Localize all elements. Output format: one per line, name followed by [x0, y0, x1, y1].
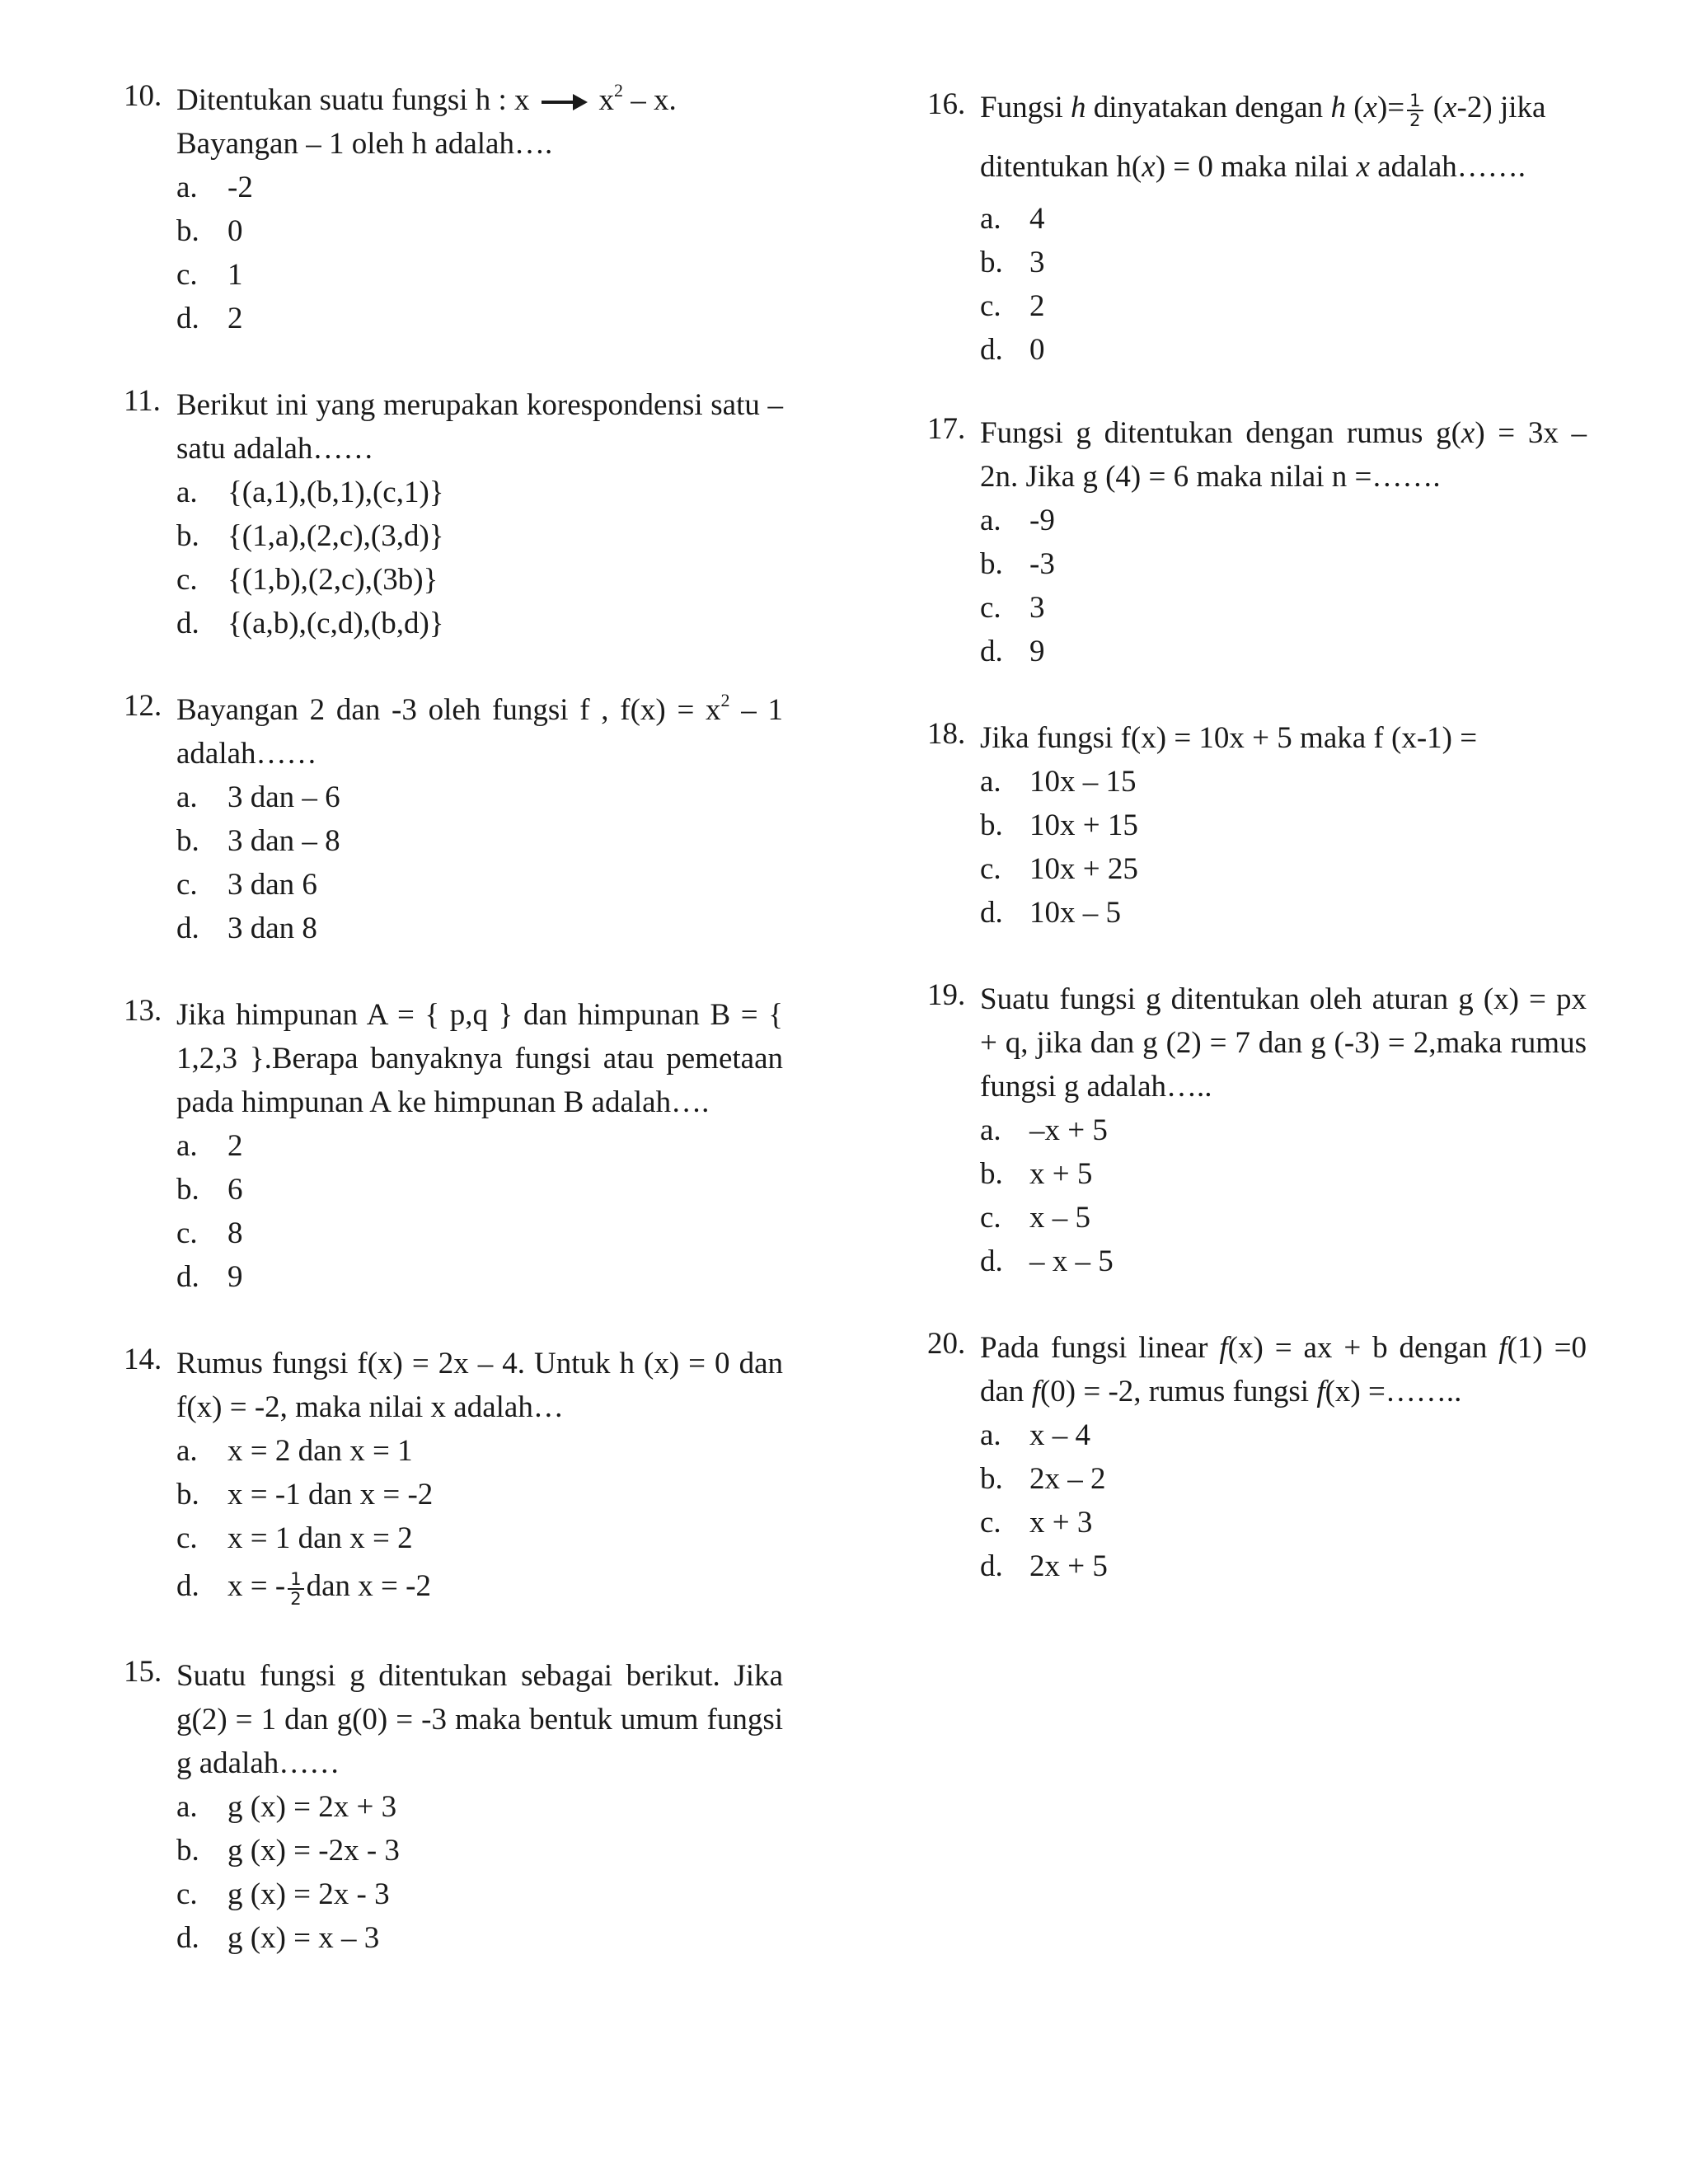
question-19	[927, 977, 1587, 1283]
option-c: c. 10x + 25	[980, 852, 1138, 886]
question-number: 12.	[124, 689, 162, 723]
question-number: 17.	[927, 412, 966, 446]
option-c: c. x – 5	[980, 1201, 1090, 1235]
arrow-right-icon	[540, 91, 589, 113]
option-b: b. 6	[176, 1173, 243, 1207]
question-12	[124, 688, 783, 950]
option-a: a. x – 4	[980, 1418, 1090, 1452]
option-a: a. -2	[176, 171, 253, 204]
question-stem: Suatu fungsi g ditentukan sebagai berikut. Jika g(2) = 1 dan g(0) = -3 maka bentuk umum fungsi g adalah……	[176, 1659, 783, 1780]
option-b: b. x = -1 dan x = -2	[176, 1478, 434, 1511]
option-d: d. 9	[176, 1260, 243, 1294]
option-d: d. 0	[980, 333, 1045, 367]
option-a: a. -9	[980, 504, 1055, 537]
option-a: a. 10x – 15	[980, 765, 1137, 799]
option-b: b. 2x – 2	[980, 1462, 1106, 1496]
option-b: b. 10x + 15	[980, 808, 1138, 842]
option-a: a. {(a,1),(b,1),(c,1)}	[176, 476, 444, 509]
option-d: d. 2	[176, 302, 243, 335]
question-13	[124, 993, 783, 1299]
option-d: d. g (x) = x – 3	[176, 1921, 380, 1955]
option-c: c. {(1,b),(2,c),(3b)}	[176, 563, 438, 597]
question-number: 16.	[927, 87, 966, 121]
option-d: d. – x – 5	[980, 1244, 1114, 1278]
option-b: b. x + 5	[980, 1157, 1093, 1191]
option-d: d. 9	[980, 635, 1045, 668]
option-c: c. x = 1 dan x = 2	[176, 1521, 413, 1555]
question-stem: Ditentukan suatu fungsi h : x $x^2$ – x. Bayangan – 1 oleh h adalah….	[176, 80, 677, 161]
option-b: b. -3	[980, 547, 1055, 581]
option-c: c. 8	[176, 1216, 243, 1250]
option-b: b. 3 dan – 8	[176, 824, 340, 858]
question-18	[927, 716, 1587, 935]
option-c: c. g (x) = 2x - 3	[176, 1877, 390, 1911]
question-number: 13.	[124, 994, 162, 1028]
option-a: a. 2	[176, 1129, 243, 1163]
fraction: $\frac{1}{2}$	[288, 1570, 303, 1608]
option-d: d. 10x – 5	[980, 896, 1121, 930]
question-stem: Rumus fungsi f(x) = 2x – 4. Untuk h (x) = 0 dan f(x) = -2, maka nilai x adalah…	[176, 1347, 783, 1424]
option-d: d. 3 dan 8	[176, 912, 317, 945]
option-c: c. 3	[980, 591, 1045, 625]
question-15	[124, 1654, 783, 1960]
question-number: 10.	[124, 79, 162, 113]
option-d: d. x = - $\frac{1}{2}$ dan x = -2	[176, 1568, 431, 1609]
option-c: c. 2	[980, 289, 1045, 323]
option-b: b. 3	[980, 246, 1045, 279]
option-d: d. {(a,b),(c,d),(b,d)}	[176, 607, 444, 640]
question-stem: Suatu fungsi g ditentukan oleh aturan g (x) = px + q, jika dan g (2) = 7 dan g (-3) = 2,maka rumus fungsi g adalah…..	[980, 982, 1587, 1104]
question-number: 18.	[927, 717, 966, 751]
question-14	[124, 1342, 783, 1613]
option-a: a. 4	[980, 202, 1045, 236]
question-stem: Fungsi g ditentukan dengan rumus g(x) = 3x – 2n. Jika g (4) = 6 maka nilai n =…….	[980, 416, 1587, 494]
question-16	[927, 78, 1587, 372]
left-column	[124, 78, 783, 1960]
option-a: a. 3 dan – 6	[176, 780, 340, 814]
option-c: c. 1	[176, 258, 243, 292]
question-number: 11.	[124, 384, 161, 418]
option-b: b. g (x) = -2x - 3	[176, 1834, 400, 1868]
question-number: 20.	[927, 1327, 966, 1361]
right-column	[927, 78, 1587, 1588]
question-number: 19.	[927, 978, 966, 1012]
question-10	[124, 78, 783, 340]
option-c: c. x + 3	[980, 1506, 1093, 1540]
question-20	[927, 1326, 1587, 1588]
option-a: a. g (x) = 2x + 3	[176, 1790, 397, 1824]
option-c: c. 3 dan 6	[176, 868, 317, 902]
question-stem: Fungsi h dinyatakan dengan h (x)= $\frac{1}{2}$ (x-2) jika ditentukan h(x) = 0 maka nilai x adalah…….	[980, 90, 1546, 184]
fraction: $\frac{1}{2}$	[1407, 91, 1423, 129]
question-11	[124, 383, 783, 645]
option-a: a. –x + 5	[980, 1113, 1108, 1147]
option-d: d. 2x + 5	[980, 1549, 1108, 1583]
question-stem: Jika himpunan A = { p,q } dan himpunan B = { 1,2,3 }.Berapa banyaknya fungsi atau pemetaan pada himpunan A ke himpunan B adalah….	[176, 998, 783, 1119]
question-stem: Jika fungsi f(x) = 10x + 5 maka f (x-1) =	[980, 721, 1478, 755]
question-17	[927, 411, 1587, 673]
question-stem: Bayangan 2 dan -3 oleh fungsi f , $f(x) = x^2 - 1$ adalah……	[176, 690, 783, 771]
question-number: 14.	[124, 1343, 162, 1376]
question-number: 15.	[124, 1655, 162, 1689]
option-b: b. 0	[176, 214, 243, 248]
question-stem: Berikut ini yang merupakan korespondensi satu – satu adalah……	[176, 388, 783, 466]
option-b: b. {(1,a),(2,c),(3,d)}	[176, 519, 444, 553]
question-stem: Pada fungsi linear f(x) = ax + b dengan f(1) =0 dan f(0) = -2, rumus fungsi f(x) =……..	[980, 1331, 1587, 1408]
option-a: a. x = 2 dan x = 1	[176, 1434, 413, 1468]
